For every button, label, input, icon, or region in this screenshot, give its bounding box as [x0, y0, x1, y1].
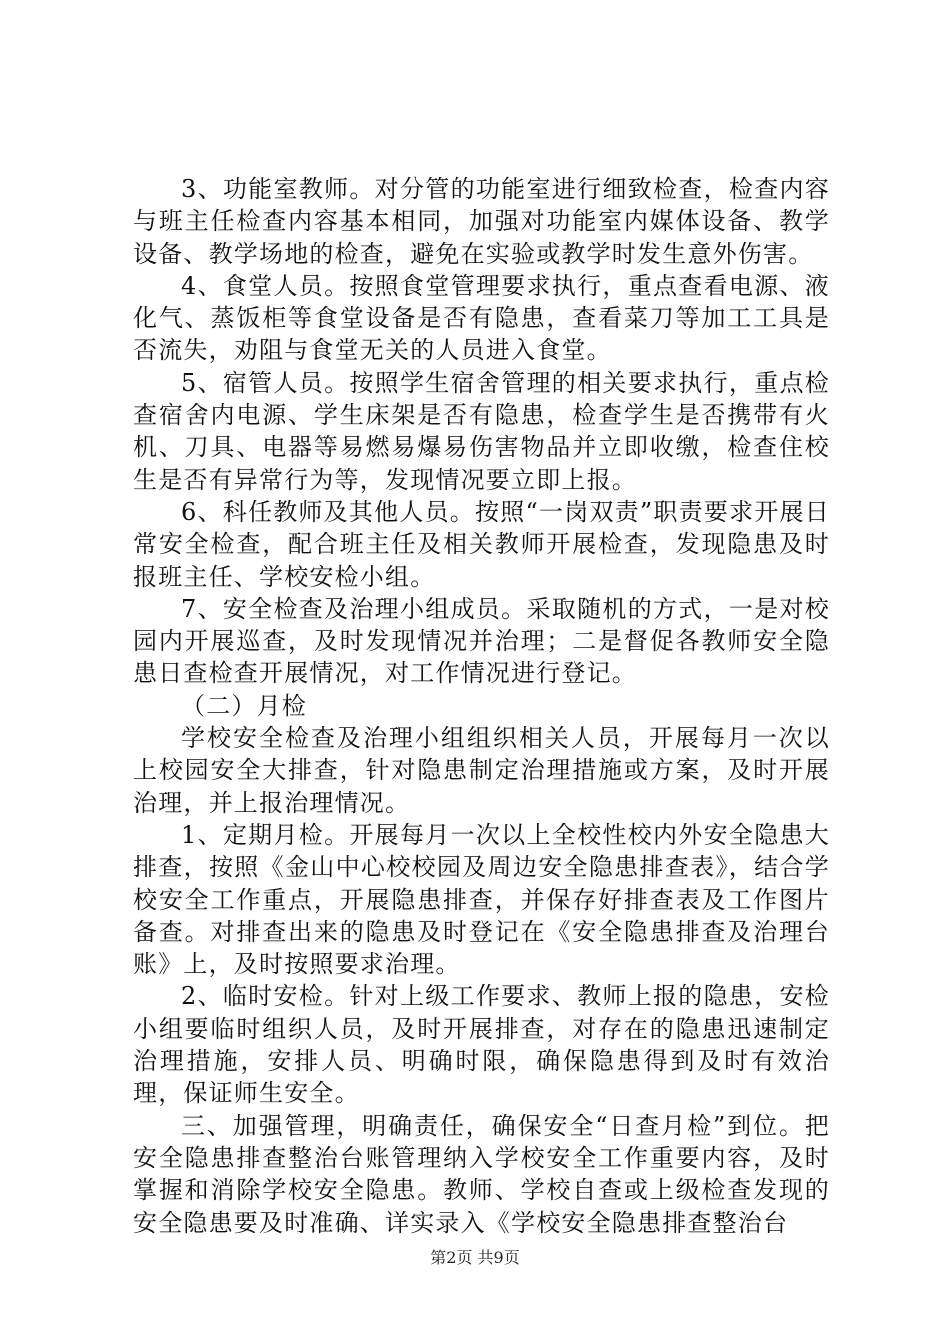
paragraph-inspection-team: 7、安全检查及治理小组成员。采取随机的方式，一是对校园内开展巡查，及时发现情况并治理；二是督促各教师安全隐患日查检查开展情况，对工作情况进行登记。 [133, 594, 830, 688]
paragraph-management: 三、加强管理，明确责任，确保安全“日查月检”到位。把安全隐患排查整治台账管理纳入学校安全工作重要内容，及时掌握和消除学校安全隐患。教师、学校自查或上级检查发现的安全隐患要及时准确、详实录入《学校安全隐患排查整治台 [133, 1111, 830, 1237]
paragraph-regular-monthly-check: 1、定期月检。开展每月一次以上全校性校内外安全隐患大排查，按照《金山中心校校园及周边安全隐患排查表》，结合学校安全工作重点，开展隐患排查，并保存好排查表及工作图片备查。对排查出来的隐患及时登记在《安全隐患排查及治理台账》上，及时按照要求治理。 [133, 820, 830, 979]
paragraph-monthly-check-intro: 学校安全检查及治理小组组织相关人员，开展每月一次以上校园安全大排查，针对隐患制定治理措施或方案，及时开展治理，并上报治理情况。 [133, 724, 830, 817]
paragraph-canteen-staff: 4、食堂人员。按照食堂管理要求执行，重点查看电源、液化气、蒸饭柜等食堂设备是否有隐患，查看菜刀等加工工具是否流失，劝阻与食堂无关的人员进入食堂。 [133, 271, 830, 365]
paragraph-function-room-teacher: 3、功能室教师。对分管的功能室进行细致检查，检查内容与班主任检查内容基本相同，加强对功能室内媒体设备、教学设备、教学场地的检查，避免在实验或教学时发生意外伤害。 [133, 175, 830, 268]
paragraph-subject-teachers: 6、科任教师及其他人员。按照“一岗双责”职责要求开展日常安全检查，配合班主任及相关教师开展检查，发现隐患及时报班主任、学校安检小组。 [133, 497, 830, 591]
page-number-footer: 第2页 共9页 [430, 1248, 520, 1267]
section-heading-monthly-check: （二）月检 [181, 691, 307, 720]
document-body [133, 173, 830, 1239]
paragraph-dorm-staff: 5、宿管人员。按照学生宿舍管理的相关要求执行，重点检查宿舍内电源、学生床架是否有隐患，检查学生是否携带有火机、刀具、电器等易燃易爆易伤害物品并立即收缴，检查住校生是否有异常行为等，发现情况要立即上报。 [133, 368, 830, 494]
paragraph-temporary-check: 2、临时安检。针对上级工作要求、教师上报的隐患，安检小组要临时组织人员，及时开展排查，对存在的隐患迅速制定治理措施，安排人员、明确时限，确保隐患得到及时有效治理，保证师生安全。 [133, 982, 830, 1108]
